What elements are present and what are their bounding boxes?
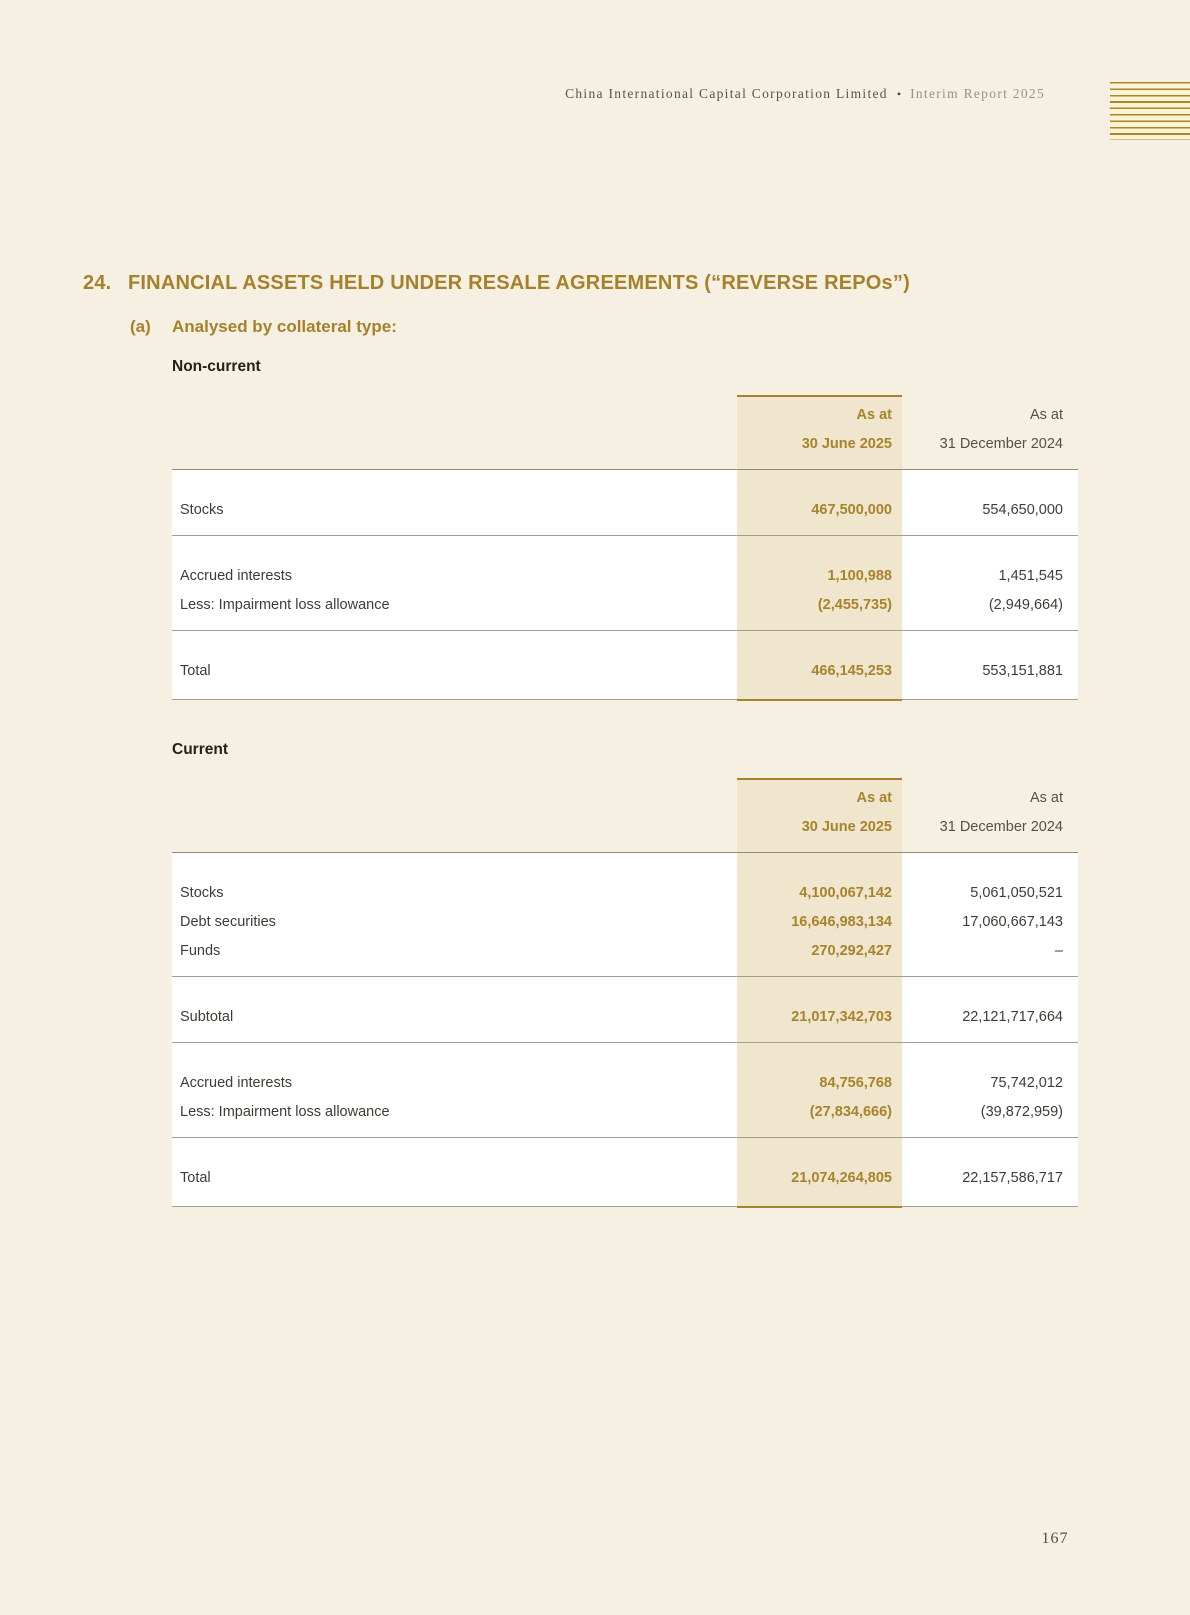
- highlight-column-top-rule: [737, 778, 902, 780]
- header-row: [172, 430, 1078, 459]
- value-30-june-2025: 4,100,067,142: [799, 885, 892, 901]
- table-block-non-current: [172, 357, 1078, 700]
- value-30-june-2025: (2,455,735): [817, 597, 892, 613]
- value-30-june-2025: 21,074,264,805: [791, 1170, 892, 1186]
- section-title-text: FINANCIAL ASSETS HELD UNDER RESALE AGREEMENTS (“REVERSE REPOs”): [128, 272, 910, 294]
- value-30-june-2025: 467,500,000: [811, 502, 892, 518]
- row-label: Less: Impairment loss allowance: [180, 597, 390, 613]
- table-body: [172, 853, 1078, 1207]
- highlight-column-top-rule: [737, 395, 902, 397]
- subsection-title-text: Analysed by collateral type:: [172, 317, 397, 336]
- table-body: [172, 470, 1078, 700]
- row-group: [172, 853, 1078, 977]
- highlight-column-bottom-rule: [737, 1206, 902, 1208]
- table-row: [172, 1069, 1078, 1098]
- row-label: Funds: [180, 943, 221, 959]
- row-group: [172, 1043, 1078, 1138]
- value-31-december-2024: 22,157,586,717: [962, 1170, 1063, 1186]
- row-label: Accrued interests: [180, 568, 293, 584]
- header-current-period: 30 June 2025: [801, 819, 892, 835]
- header-row: [172, 813, 1078, 842]
- row-label: Less: Impairment loss allowance: [180, 1104, 390, 1120]
- header-prior-period: As at: [1029, 790, 1063, 806]
- value-30-june-2025: 84,756,768: [819, 1075, 892, 1091]
- row-label: Total: [180, 1170, 211, 1186]
- value-31-december-2024: (39,872,959): [980, 1104, 1063, 1120]
- header-current-period: As at: [856, 407, 892, 423]
- header-empty-cell: [172, 784, 737, 813]
- row-label: Total: [180, 663, 211, 679]
- value-31-december-2024: 5,061,050,521: [970, 885, 1063, 901]
- table-row: [172, 496, 1078, 525]
- table-header: [172, 778, 1078, 853]
- header-row: [172, 401, 1078, 430]
- table-row: [172, 1003, 1078, 1032]
- header-row: [172, 784, 1078, 813]
- header-prior-period: As at: [1029, 407, 1063, 423]
- table-row: [172, 879, 1078, 908]
- value-30-june-2025: 21,017,342,703: [791, 1009, 892, 1025]
- table-row: [172, 657, 1078, 686]
- table-heading: Non-current: [172, 358, 261, 375]
- row-label: Stocks: [180, 885, 224, 901]
- row-label: Subtotal: [180, 1009, 234, 1025]
- row-group: [172, 631, 1078, 700]
- page-number: 167: [1041, 1530, 1069, 1547]
- row-label: Stocks: [180, 502, 224, 518]
- value-30-june-2025: 270,292,427: [811, 943, 892, 959]
- table-header: [172, 395, 1078, 470]
- value-30-june-2025: 466,145,253: [811, 663, 892, 679]
- table-block-current: [172, 740, 1078, 1207]
- financial-table: [172, 778, 1078, 1207]
- table-row: [172, 937, 1078, 966]
- row-label: Debt securities: [180, 914, 276, 930]
- header-empty-cell: [172, 813, 737, 842]
- value-30-june-2025: (27,834,666): [809, 1104, 892, 1120]
- value-31-december-2024: 553,151,881: [982, 663, 1063, 679]
- row-group: [172, 977, 1078, 1043]
- value-31-december-2024: –: [1054, 943, 1063, 959]
- financial-table: [172, 395, 1078, 700]
- value-30-june-2025: 1,100,988: [827, 568, 892, 584]
- table-row: [172, 1164, 1078, 1193]
- section-title: [83, 272, 910, 295]
- table-row: [172, 562, 1078, 591]
- header-empty-cell: [172, 430, 737, 459]
- header-prior-period: 31 December 2024: [939, 436, 1063, 452]
- value-31-december-2024: 22,121,717,664: [962, 1009, 1063, 1025]
- header-current-period: As at: [856, 790, 892, 806]
- subsection-title: [130, 317, 397, 337]
- value-31-december-2024: (2,949,664): [988, 597, 1063, 613]
- header-report-title: Interim Report 2025: [910, 86, 1045, 101]
- row-group: [172, 536, 1078, 631]
- row-group: [172, 470, 1078, 536]
- value-31-december-2024: 75,742,012: [990, 1075, 1063, 1091]
- row-group: [172, 1138, 1078, 1207]
- value-31-december-2024: 1,451,545: [998, 568, 1063, 584]
- table-row: [172, 1098, 1078, 1127]
- value-31-december-2024: 17,060,667,143: [962, 914, 1063, 930]
- table-row: [172, 591, 1078, 620]
- subsection-label: (a): [130, 317, 151, 336]
- row-label: Accrued interests: [180, 1075, 293, 1091]
- section-number: 24.: [83, 272, 112, 294]
- header-separator-dot: •: [896, 87, 902, 101]
- corner-stripes-decoration: [1110, 82, 1190, 140]
- header-current-period: 30 June 2025: [801, 436, 892, 452]
- value-30-june-2025: 16,646,983,134: [791, 914, 892, 930]
- header-prior-period: 31 December 2024: [939, 819, 1063, 835]
- table-row: [172, 908, 1078, 937]
- table-heading: Current: [172, 741, 228, 758]
- highlight-column-bottom-rule: [737, 699, 902, 701]
- value-31-december-2024: 554,650,000: [982, 502, 1063, 518]
- header-company-name: China International Capital Corporation Limited: [565, 86, 888, 101]
- header-empty-cell: [172, 401, 737, 430]
- running-header: [565, 86, 1045, 102]
